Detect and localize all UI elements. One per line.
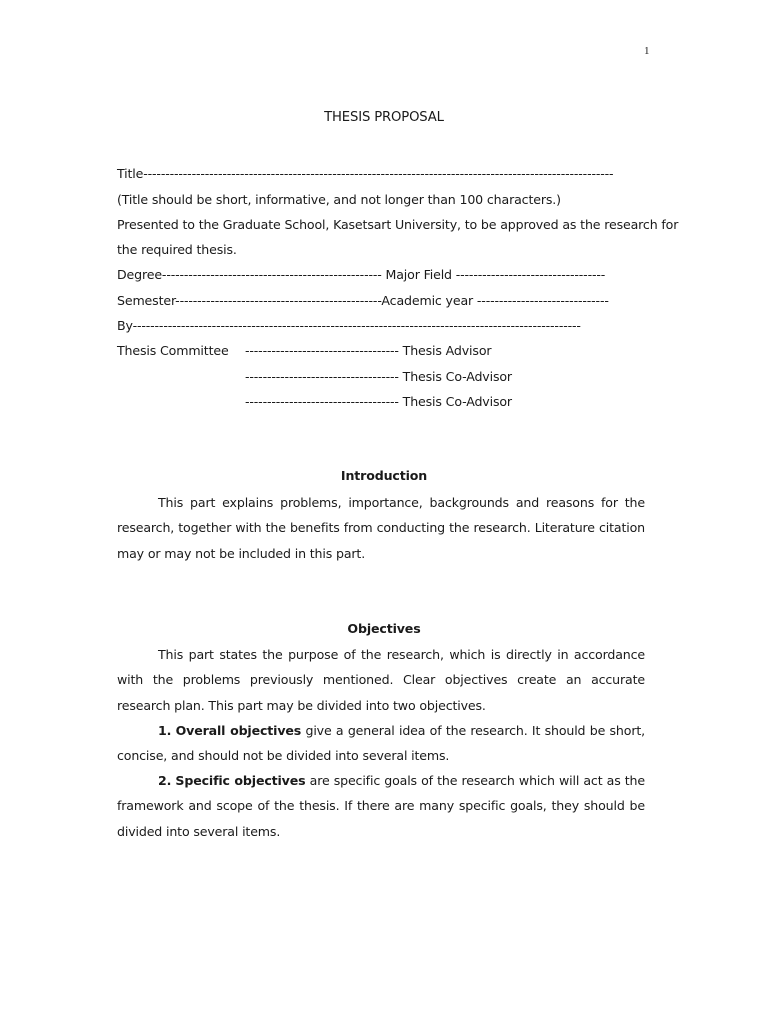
degree-field-line: Degree-------------------------------------------------- Major Field ----------------------------------: [117, 267, 606, 282]
title-field-note: (Title should be short, informative, and not longer than 100 characters.): [117, 192, 561, 207]
objectives-text: This part states the purpose of the research, which is directly in accordance with the problems previously mentioned. Clear objectives create an accurate research plan. This part may be divided into two objectives.: [117, 647, 645, 713]
committee-row: [245, 368, 512, 386]
semester-field-line: Semester-----------------------------------------------Academic year ------------------------------: [117, 293, 609, 308]
committee-row: [245, 393, 512, 411]
objectives-paragraph: [117, 642, 645, 718]
committee-label: Thesis Committee: [117, 343, 229, 358]
objective-text: are specific goals of the research which will act as the framework and scope of the thesis. If there are many specific goals, they should be divided into several items.: [117, 773, 645, 839]
document-title: THESIS PROPOSAL: [324, 110, 444, 125]
presented-line-2: the required thesis.: [117, 242, 237, 257]
committee-row: [245, 342, 491, 360]
page-number: 1: [644, 45, 650, 57]
committee-role: Thesis Co-Advisor: [402, 394, 512, 409]
objective-text: give a general idea of the research. It should be short, concise, and should not be divided into several items.: [117, 723, 645, 764]
committee-role: Thesis Advisor: [402, 343, 492, 358]
objective-term: Overall objectives: [175, 723, 302, 738]
objective-item: [117, 718, 645, 769]
committee-blank: -----------------------------------: [245, 343, 399, 358]
introduction-heading: Introduction: [340, 468, 428, 483]
objectives-heading: Objectives: [347, 621, 421, 636]
objective-item: [117, 768, 645, 844]
objective-term: Specific objectives: [175, 773, 306, 788]
objective-number: 2.: [158, 773, 172, 788]
introduction-text: This part explains problems, importance, backgrounds and reasons for the research, together with the benefits from conducting the research. Literature citation may or may not be included in this part.: [117, 495, 645, 561]
committee-role: Thesis Co-Advisor: [402, 369, 512, 384]
objective-number: 1.: [158, 723, 172, 738]
title-field-line: Title-----------------------------------------------------------------------------------------------------------: [117, 166, 614, 181]
introduction-paragraph: [117, 490, 645, 566]
committee-blank: -----------------------------------: [245, 394, 399, 409]
presented-line-1: Presented to the Graduate School, Kasetsart University, to be approved as the research for: [117, 217, 679, 232]
by-field-line: By------------------------------------------------------------------------------------------------------: [117, 318, 581, 333]
committee-blank: -----------------------------------: [245, 369, 399, 384]
